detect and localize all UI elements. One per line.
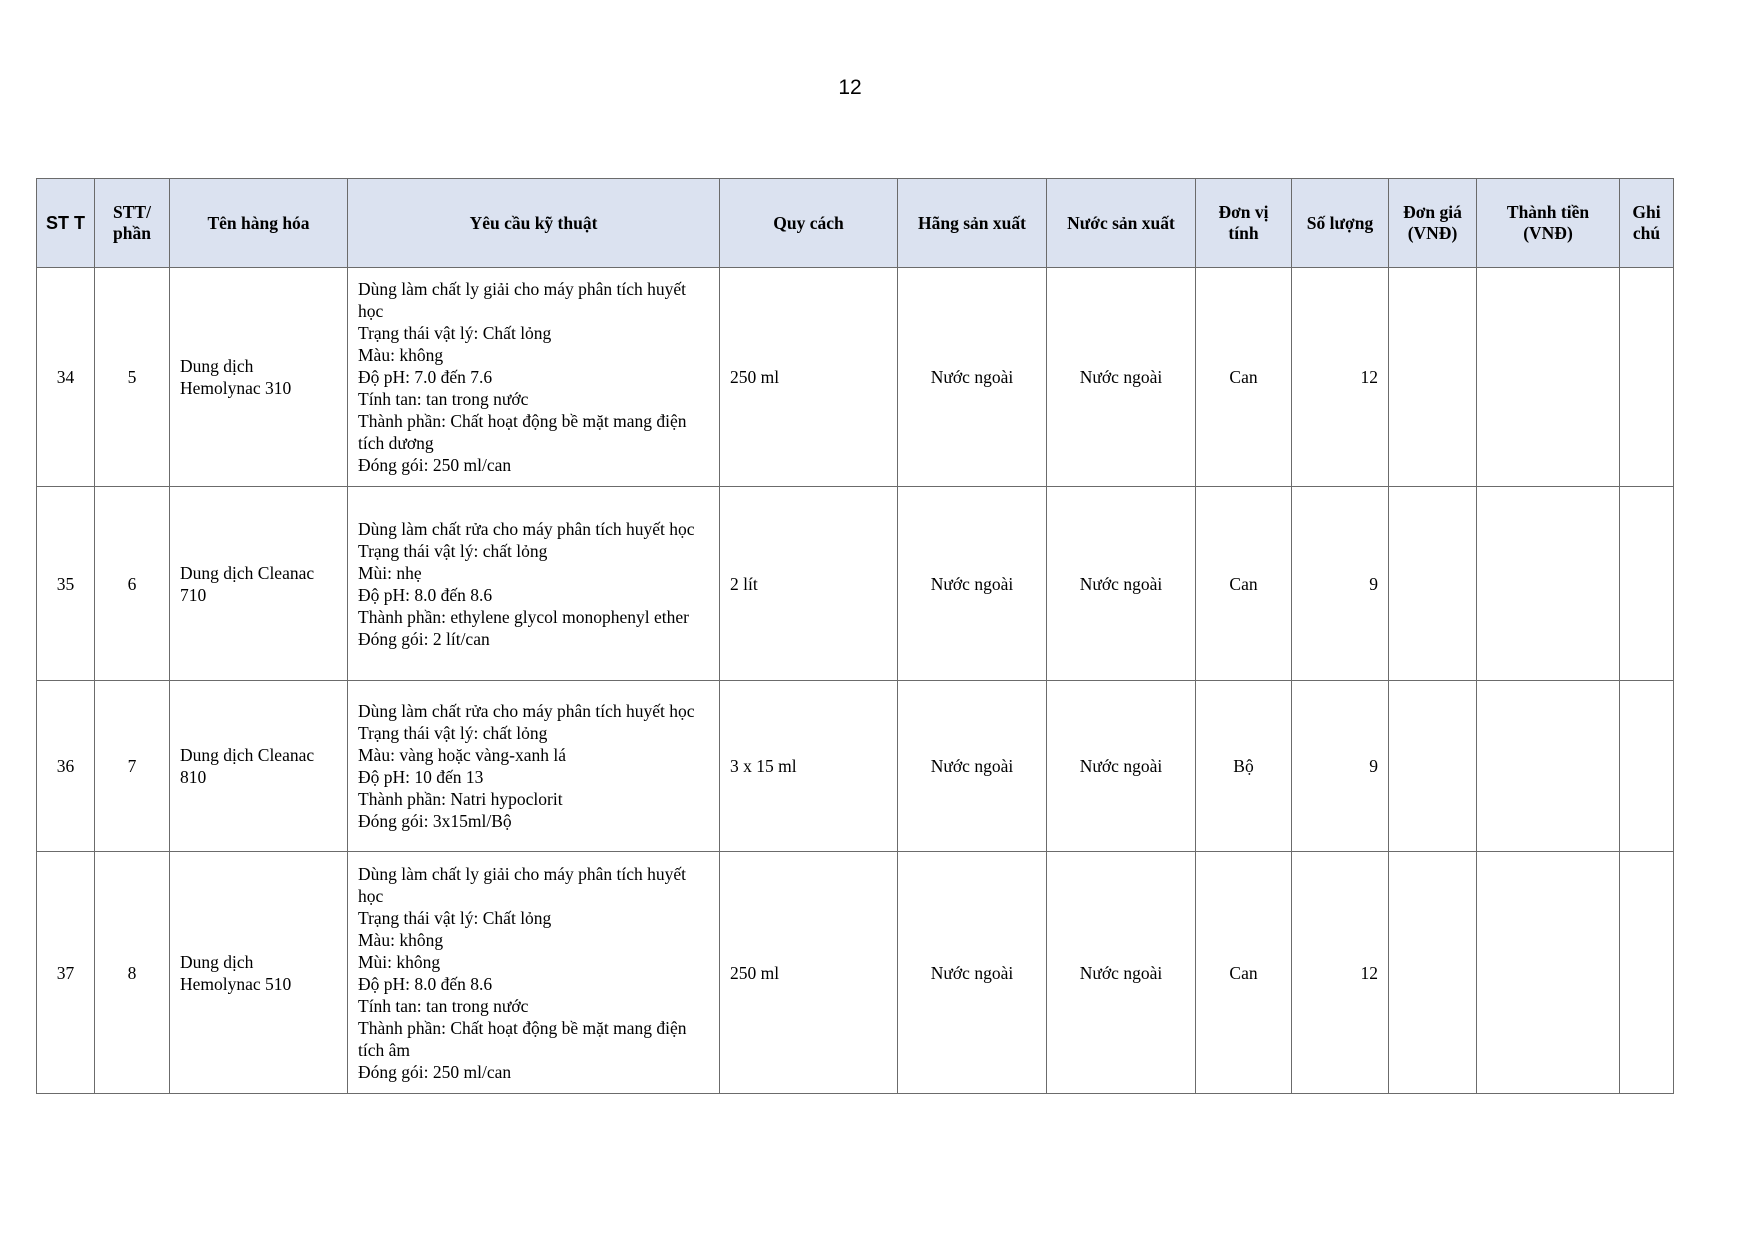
table-row (37, 681, 1674, 852)
header-country: Nước sản xuất (1047, 179, 1196, 268)
cell-quantity: 9 (1292, 487, 1389, 681)
cell-note (1620, 681, 1674, 852)
cell-specification: 250 ml (720, 268, 898, 487)
cell-product-name: Dung dịch Hemolynac 510 (170, 852, 348, 1094)
cell-unit-price (1389, 268, 1477, 487)
cell-unit: Bộ (1196, 681, 1292, 852)
header-product-name: Tên hàng hóa (170, 179, 348, 268)
cell-unit: Can (1196, 487, 1292, 681)
table-header-row (37, 179, 1674, 268)
cell-total (1477, 681, 1620, 852)
cell-specification: 2 lít (720, 487, 898, 681)
header-manufacturer: Hãng sản xuất (898, 179, 1047, 268)
cell-stt: 37 (37, 852, 95, 1094)
cell-total (1477, 852, 1620, 1094)
table-row (37, 487, 1674, 681)
cell-stt-part: 7 (95, 681, 170, 852)
cell-stt-part: 5 (95, 268, 170, 487)
cell-product-name: Dung dịch Cleanac 710 (170, 487, 348, 681)
cell-manufacturer: Nước ngoài (898, 681, 1047, 852)
cell-technical-requirements: Dùng làm chất ly giải cho máy phân tích huyết học Trạng thái vật lý: Chất lỏng Màu: không Độ pH: 7.0 đến 7.6 Tính tan: tan trong nước Thành phần: Chất hoạt động bề mặt mang điện tích dương Đóng gói: 250 ml/can (348, 268, 720, 487)
cell-country: Nước ngoài (1047, 681, 1196, 852)
cell-quantity: 12 (1292, 852, 1389, 1094)
header-technical-requirements: Yêu cầu kỹ thuật (348, 179, 720, 268)
cell-unit: Can (1196, 852, 1292, 1094)
header-unit-price: Đơn giá (VNĐ) (1389, 179, 1477, 268)
cell-total (1477, 487, 1620, 681)
cell-manufacturer: Nước ngoài (898, 852, 1047, 1094)
cell-unit-price (1389, 487, 1477, 681)
cell-technical-requirements: Dùng làm chất rửa cho máy phân tích huyết học Trạng thái vật lý: chất lỏng Màu: vàng hoặc vàng-xanh lá Độ pH: 10 đến 13 Thành phần: Natri hypoclorit Đóng gói: 3x15ml/Bộ (348, 681, 720, 852)
cell-stt: 36 (37, 681, 95, 852)
cell-note (1620, 487, 1674, 681)
cell-manufacturer: Nước ngoài (898, 268, 1047, 487)
header-total: Thành tiền (VNĐ) (1477, 179, 1620, 268)
cell-total (1477, 268, 1620, 487)
cell-note (1620, 852, 1674, 1094)
cell-stt: 35 (37, 487, 95, 681)
cell-specification: 3 x 15 ml (720, 681, 898, 852)
cell-quantity: 9 (1292, 681, 1389, 852)
cell-manufacturer: Nước ngoài (898, 487, 1047, 681)
page-number: 12 (838, 76, 862, 99)
cell-unit-price (1389, 681, 1477, 852)
header-specification: Quy cách (720, 179, 898, 268)
cell-stt: 34 (37, 268, 95, 487)
cell-country: Nước ngoài (1047, 268, 1196, 487)
header-unit: Đơn vị tính (1196, 179, 1292, 268)
header-quantity: Số lượng (1292, 179, 1389, 268)
cell-unit-price (1389, 852, 1477, 1094)
cell-country: Nước ngoài (1047, 487, 1196, 681)
cell-technical-requirements: Dùng làm chất ly giải cho máy phân tích huyết học Trạng thái vật lý: Chất lỏng Màu: không Mùi: không Độ pH: 8.0 đến 8.6 Tính tan: tan trong nước Thành phần: Chất hoạt động bề mặt mang điện tích âm Đóng gói: 250 ml/can (348, 852, 720, 1094)
header-note: Ghi chú (1620, 179, 1674, 268)
header-stt-part: STT/ phần (95, 179, 170, 268)
cell-unit: Can (1196, 268, 1292, 487)
header-stt: ST T (37, 179, 95, 268)
table-row (37, 852, 1674, 1094)
cell-product-name: Dung dịch Cleanac 810 (170, 681, 348, 852)
cell-specification: 250 ml (720, 852, 898, 1094)
cell-stt-part: 6 (95, 487, 170, 681)
cell-note (1620, 268, 1674, 487)
cell-country: Nước ngoài (1047, 852, 1196, 1094)
cell-technical-requirements: Dùng làm chất rửa cho máy phân tích huyết học Trạng thái vật lý: chất lỏng Mùi: nhẹ Độ pH: 8.0 đến 8.6 Thành phần: ethylene glycol monophenyl ether Đóng gói: 2 lít/can (348, 487, 720, 681)
specification-table (36, 178, 1674, 1094)
table-row (37, 268, 1674, 487)
cell-product-name: Dung dịch Hemolynac 310 (170, 268, 348, 487)
cell-quantity: 12 (1292, 268, 1389, 487)
cell-stt-part: 8 (95, 852, 170, 1094)
